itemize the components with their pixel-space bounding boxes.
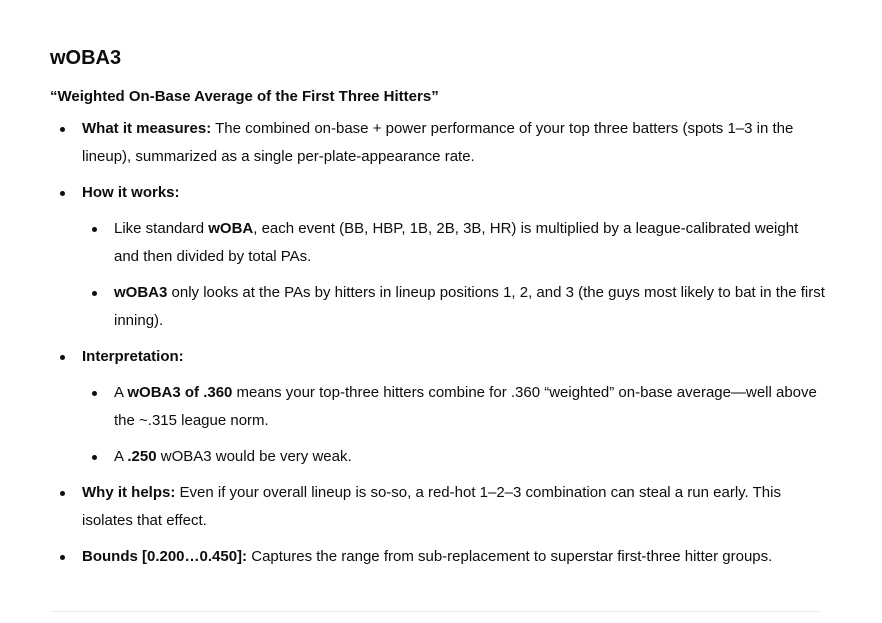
bullet-dot-icon	[92, 455, 97, 460]
list-item-why-it-helps	[50, 479, 825, 535]
sub-item-text: A	[114, 384, 128, 401]
sub-item-text: means your top-three hitters combine for .360 “weighted” on-base average—well above the ~.315 league norm.	[114, 384, 817, 429]
sub-list	[82, 215, 825, 335]
list-item-interpretation	[50, 343, 825, 471]
item-label: Bounds [0.200…0.450]:	[82, 548, 248, 565]
bullet-dot-icon	[60, 555, 65, 560]
sub-item-bold: wOBA	[208, 220, 254, 237]
sub-item-text: , each event (BB, HBP, 1B, 2B, 3B, HR) is multiplied by a league-calibrated weight and then divided by total PAs.	[114, 220, 799, 265]
sub-item-text: Like standard	[114, 220, 209, 237]
sub-item-250	[82, 443, 825, 471]
item-text: Even if your overall lineup is so-so, a red-hot 1–2–3 combination can steal a run early. This isolates that effect.	[82, 484, 781, 529]
bullet-list	[50, 115, 825, 571]
bullet-dot-icon	[92, 227, 97, 232]
item-label: Interpretation:	[82, 348, 184, 365]
item-label: How it works:	[82, 184, 180, 201]
list-item-what-it-measures	[50, 115, 825, 171]
list-item-bounds	[50, 543, 825, 571]
bullet-dot-icon	[60, 491, 65, 496]
sub-item-text: only looks at the PAs by hitters in lineup positions 1, 2, and 3 (the guys most likely to bat in the first inning).	[114, 284, 825, 329]
list-item-how-it-works	[50, 179, 825, 335]
item-text: The combined on-base + power performance of your top three batters (spots 1–3 in the lineup), summarized as a single per-plate-appearance rate.	[82, 120, 794, 165]
sub-item-like-woba	[82, 215, 825, 271]
sub-item-bold: wOBA3 of .360	[127, 384, 233, 401]
document	[50, 44, 825, 579]
item-label: What it measures:	[82, 120, 212, 137]
item-label: Why it helps:	[82, 484, 176, 501]
sub-item-bold: .250	[127, 448, 157, 465]
bullet-dot-icon	[92, 391, 97, 396]
sub-list	[82, 379, 825, 471]
sub-item-360	[82, 379, 825, 435]
sub-item-text: A	[114, 448, 128, 465]
item-text: Captures the range from sub-replacement to superstar first-three hitter groups.	[247, 548, 773, 565]
bullet-dot-icon	[92, 291, 97, 296]
sub-item-text: wOBA3 would be very weak.	[156, 448, 352, 465]
sub-item-bold: wOBA3	[114, 284, 168, 301]
divider	[50, 611, 820, 612]
subtitle: “Weighted On-Base Average of the First Three Hitters”	[50, 88, 439, 105]
bullet-dot-icon	[60, 355, 65, 360]
bullet-dot-icon	[60, 191, 65, 196]
bullet-dot-icon	[60, 127, 65, 132]
heading: wOBA3	[50, 47, 122, 69]
sub-item-woba3-positions	[82, 279, 825, 335]
